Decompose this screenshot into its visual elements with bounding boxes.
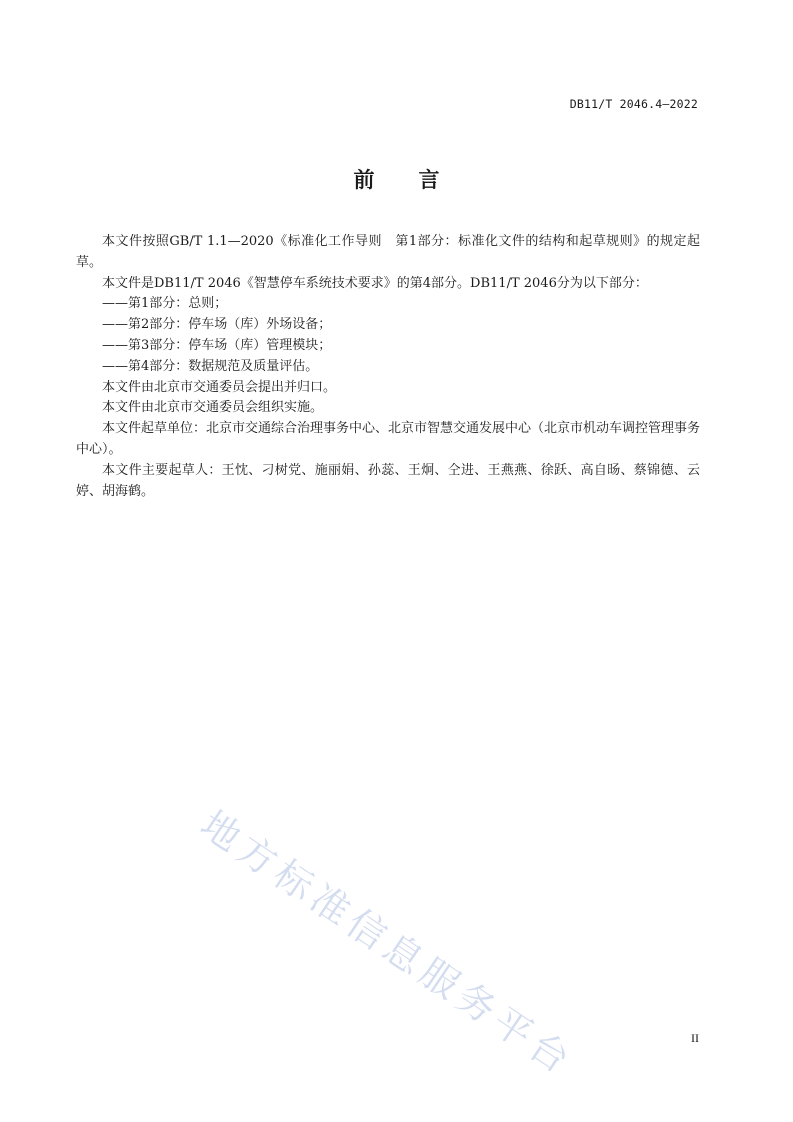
paragraph-implemented-by: 本文件由北京市交通委员会组织实施。	[102, 400, 324, 416]
paragraph-part-of-series: 本文件是DB11/T 2046《智慧停车系统技术要求》的第4部分。DB11/T 2046分为以下部分：	[102, 275, 648, 291]
list-item-part-4: ——第4部分：数据规范及质量评估。	[102, 358, 319, 374]
list-item-part-1: ——第1部分：总则；	[102, 296, 228, 312]
watermark-text: 地方标准信息服务平台	[192, 802, 583, 1085]
list-item-part-2: ——第2部分：停车场（库）外场设备；	[102, 317, 332, 333]
page-title: 前言	[353, 168, 484, 192]
paragraph-drafting-units: 本文件起草单位：北京市交通综合治理事务中心、北京市智慧交通发展中心（北京市机动车调控管理事务中心）。	[76, 421, 701, 457]
page-number: II	[691, 1031, 699, 1045]
paragraph-drafting-rules: 本文件按照GB/T 1.1—2020《标准化工作导则 第1部分：标准化文件的结构和起草规则》的规定起草。	[76, 234, 700, 270]
paragraph-drafters: 本文件主要起草人：王忱、刁树党、施丽娟、孙蕊、王炯、仝进、王燕燕、徐跃、高自旸、蔡锦德、云婷、胡海鹤。	[76, 462, 700, 499]
paragraph-proposed-by: 本文件由北京市交通委员会提出并归口。	[102, 379, 337, 395]
foreword-body	[76, 232, 700, 502]
list-item-part-3: ——第3部分：停车场（库）管理模块；	[102, 337, 332, 353]
document-code: DB11/T 2046.4—2022	[569, 97, 698, 111]
